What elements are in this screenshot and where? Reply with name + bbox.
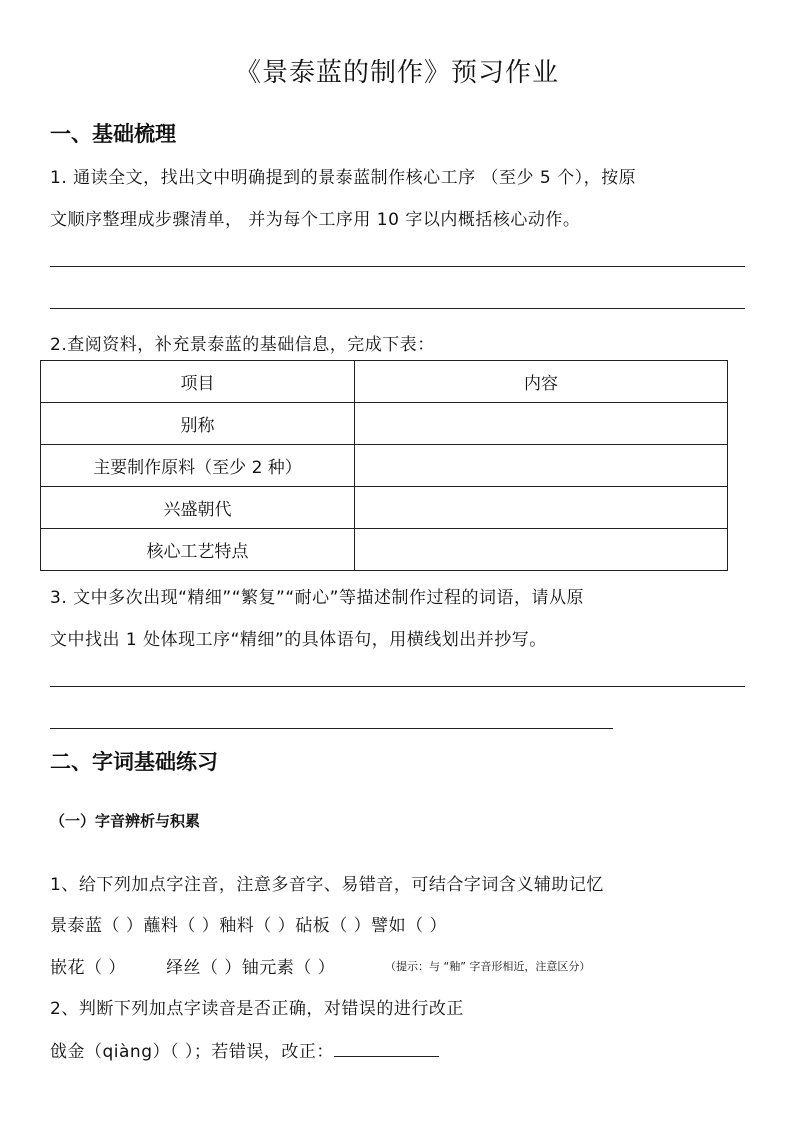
table-cell-content[interactable] — [355, 529, 728, 571]
section2-heading: 二、字词基础练习 — [50, 750, 218, 774]
answer-line — [50, 266, 745, 267]
correction-item — [50, 1037, 439, 1062]
table-row — [41, 403, 728, 445]
question1-line1: 1. 通读全文，找出文中明确提到的景泰蓝制作核心工序 （至少 5 个），按原 — [50, 168, 637, 188]
table-header-row — [41, 361, 728, 403]
answer-line — [50, 308, 745, 309]
hint-text: （提示：与 “釉” 字音形相近，注意区分） — [385, 960, 591, 973]
table-row — [41, 529, 728, 571]
table-row — [41, 487, 728, 529]
phonetic-row1: 景泰蓝（ ）蘸料（ ）釉料（ ）砧板（ ）譬如（ ） — [50, 916, 448, 936]
section1-heading: 一、基础梳理 — [50, 122, 176, 146]
table-cell-item: 主要制作原料（至少 2 种） — [41, 445, 355, 487]
question3-line1: 3. 文中多次出现“精细”“繁复”“耐心”等描述制作过程的词语，请从原 — [50, 588, 584, 608]
correction-blank[interactable] — [334, 1040, 439, 1057]
question2-text: 2.查阅资料，补充景泰蓝的基础信息，完成下表： — [50, 335, 435, 355]
table-header-content: 内容 — [355, 361, 728, 403]
table-cell-content[interactable] — [355, 487, 728, 529]
correction-label: 戗金（qiàng）（ ）；若错误，改正： — [50, 1042, 334, 1062]
question1-line2: 文顺序整理成步骤清单， 并为每个工序用 10 字以内概括核心动作。 — [50, 210, 581, 230]
table-cell-item: 核心工艺特点 — [41, 529, 355, 571]
table-header-item: 项目 — [41, 361, 355, 403]
phonetic-question2: 2、判断下列加点字读音是否正确，对错误的进行改正 — [50, 999, 464, 1019]
phonetic-question1: 1、给下列加点字注音，注意多音字、易错音，可结合字词含义辅助记忆 — [50, 875, 604, 895]
phonetic-row2-a: 嵌花（ ） — [50, 958, 126, 978]
table-cell-content[interactable] — [355, 445, 728, 487]
table-cell-content[interactable] — [355, 403, 728, 445]
answer-line — [50, 686, 745, 687]
info-table — [40, 360, 728, 571]
subsection-heading: （一）字音辨析与积累 — [50, 812, 201, 830]
table-row — [41, 445, 728, 487]
table-cell-item: 兴盛朝代 — [41, 487, 355, 529]
page-title: 《景泰蓝的制作》预习作业 — [234, 58, 559, 88]
table-cell-item: 别称 — [41, 403, 355, 445]
phonetic-row2-b: 绎丝（ ）铀元素（ ） — [166, 958, 336, 978]
answer-line — [50, 728, 613, 729]
question3-line2: 文中找出 1 处体现工序“精细”的具体语句，用横线划出并抄写。 — [50, 630, 547, 650]
